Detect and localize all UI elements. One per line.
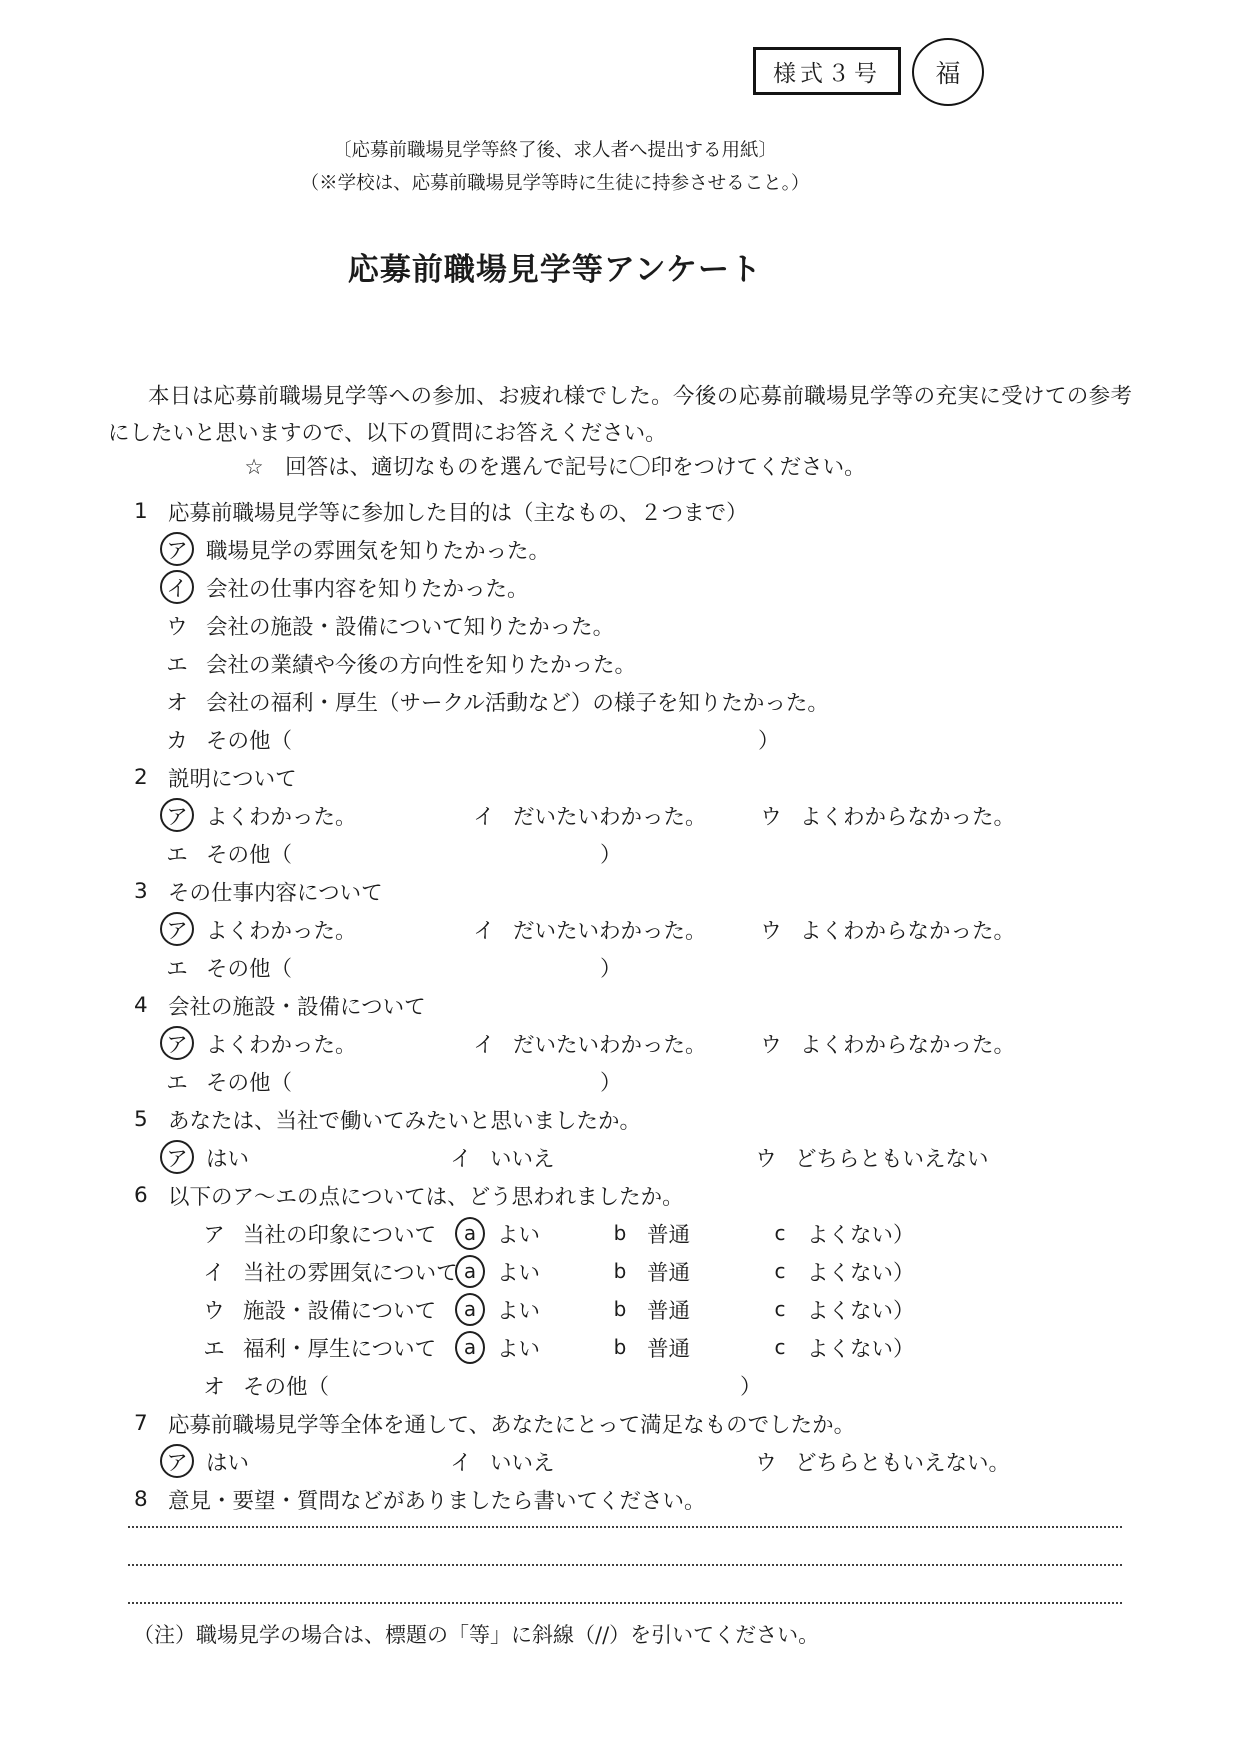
question-7-heading bbox=[134, 1404, 1241, 1442]
option-row-other bbox=[197, 1366, 1241, 1404]
option-text: その他（ bbox=[206, 1070, 293, 1096]
choice-letter: a bbox=[455, 1217, 485, 1250]
question-text: 意見・要望・質問などがありましたら書いてください。 bbox=[168, 1488, 706, 1514]
rating-choice-b bbox=[605, 1255, 765, 1288]
rating-label: 当社の雰囲気について bbox=[243, 1260, 458, 1286]
rating-letter: ア bbox=[203, 1222, 225, 1248]
choice-letter: ウ bbox=[755, 1146, 777, 1172]
question-text: その仕事内容について bbox=[168, 880, 383, 906]
rating-choice-a bbox=[455, 1217, 605, 1250]
question-6-heading bbox=[134, 1176, 1241, 1214]
option-letter: ウ bbox=[166, 614, 188, 640]
option-text: その他（ bbox=[206, 956, 293, 982]
choice bbox=[467, 1026, 754, 1060]
choice bbox=[160, 1026, 467, 1060]
question-text: 以下のア〜エの点については、どう思われましたか。 bbox=[168, 1184, 684, 1210]
choice-text: よくわからなかった。 bbox=[800, 1032, 1016, 1058]
choice-row bbox=[160, 1138, 1241, 1176]
option-row bbox=[160, 644, 1241, 682]
freeform-answer-line bbox=[128, 1528, 1122, 1566]
choice-letter: ア bbox=[160, 798, 194, 832]
option-row bbox=[160, 682, 1241, 720]
question-number: 2 bbox=[134, 764, 148, 790]
rating-choice-a bbox=[455, 1293, 605, 1326]
choice-text: よくわかった。 bbox=[206, 804, 357, 830]
choice-text: 普通 bbox=[647, 1260, 691, 1286]
rating-letter: イ bbox=[203, 1260, 225, 1286]
choice-letter: ウ bbox=[760, 1032, 782, 1058]
question-text: 説明について bbox=[168, 766, 297, 792]
rating-row bbox=[197, 1328, 1241, 1366]
rating-label: 施設・設備について bbox=[243, 1298, 437, 1324]
option-row-other bbox=[160, 834, 1241, 872]
choice bbox=[444, 1140, 749, 1174]
question-3-heading bbox=[134, 872, 1241, 910]
question-7 bbox=[0, 1404, 1241, 1480]
choice bbox=[160, 1444, 444, 1478]
option-letter: ア bbox=[160, 532, 194, 566]
question-number: 3 bbox=[134, 878, 148, 904]
rating-choice-a bbox=[455, 1331, 605, 1364]
rating-row bbox=[197, 1214, 1241, 1252]
submit-note: 〔応募前職場見学等終了後、求人者へ提出する用紙〕 bbox=[332, 140, 777, 161]
choice-text: だいたいわかった。 bbox=[513, 804, 707, 830]
choice-letter: イ bbox=[450, 1450, 472, 1476]
option-letter: カ bbox=[166, 728, 188, 754]
option-row-other bbox=[160, 948, 1241, 986]
question-text: 会社の施設・設備について bbox=[168, 994, 426, 1020]
choice-text: よくない） bbox=[807, 1336, 915, 1362]
choice bbox=[754, 1026, 1015, 1060]
choice-letter: ア bbox=[160, 1026, 194, 1060]
question-number: 1 bbox=[134, 498, 148, 524]
option-row-other bbox=[160, 1062, 1241, 1100]
choice-text: よくわかった。 bbox=[206, 918, 357, 944]
choice-letter: ウ bbox=[755, 1450, 777, 1476]
close-paren: ） bbox=[758, 728, 780, 754]
question-2-heading bbox=[134, 758, 1241, 796]
question-6 bbox=[0, 1176, 1241, 1404]
choice-letter: c bbox=[774, 1335, 786, 1359]
option-letter: エ bbox=[166, 1070, 188, 1096]
question-3 bbox=[0, 872, 1241, 986]
choice-text: はい bbox=[206, 1450, 250, 1476]
option-letter: エ bbox=[166, 956, 188, 982]
choice-text: どちらともいえない。 bbox=[795, 1450, 1011, 1476]
choice-letter: b bbox=[613, 1221, 627, 1245]
choice bbox=[754, 798, 1015, 832]
option-text: その他（ bbox=[206, 842, 293, 868]
option-text: その他（ bbox=[243, 1374, 330, 1400]
question-4-heading bbox=[134, 986, 1241, 1024]
question-5-heading bbox=[134, 1100, 1241, 1138]
rating-choice-c bbox=[765, 1331, 915, 1364]
question-number: 6 bbox=[134, 1182, 148, 1208]
question-4 bbox=[0, 986, 1241, 1100]
choice-letter: ア bbox=[160, 912, 194, 946]
question-number: 5 bbox=[134, 1106, 148, 1132]
choice-text: よい bbox=[497, 1298, 541, 1324]
choice-text: 普通 bbox=[647, 1336, 691, 1362]
choice-letter: c bbox=[774, 1259, 786, 1283]
choice-letter: a bbox=[455, 1331, 485, 1364]
choice-text: よくない） bbox=[807, 1222, 915, 1248]
question-number: 8 bbox=[134, 1486, 148, 1512]
choice bbox=[160, 912, 467, 946]
rating-choice-b bbox=[605, 1293, 765, 1326]
choice-letter: b bbox=[613, 1297, 627, 1321]
option-text: 会社の福利・厚生（サークル活動など）の様子を知りたかった。 bbox=[206, 690, 829, 716]
freeform-answer-line bbox=[128, 1566, 1122, 1604]
question-1 bbox=[0, 492, 1241, 758]
choice-text: よくわかった。 bbox=[206, 1032, 357, 1058]
choice-letter: a bbox=[455, 1255, 485, 1288]
close-paren: ） bbox=[740, 1374, 762, 1400]
rating-choice-c bbox=[765, 1255, 915, 1288]
choice-letter: イ bbox=[473, 1032, 495, 1058]
rating-row bbox=[197, 1290, 1241, 1328]
school-note: （※学校は、応募前職場見学等時に生徒に持参させること。） bbox=[300, 173, 810, 194]
option-text: 会社の施設・設備について知りたかった。 bbox=[206, 614, 615, 640]
rating-choice-b bbox=[605, 1331, 765, 1364]
question-5 bbox=[0, 1100, 1241, 1176]
choice-text: 普通 bbox=[647, 1222, 691, 1248]
rating-row bbox=[197, 1252, 1241, 1290]
rating-letter: エ bbox=[203, 1336, 225, 1362]
question-number: 4 bbox=[134, 992, 148, 1018]
choice-letter: イ bbox=[450, 1146, 472, 1172]
choice-text: よくわからなかった。 bbox=[800, 918, 1016, 944]
choice-text: いいえ bbox=[490, 1146, 555, 1172]
choice bbox=[749, 1444, 1010, 1478]
option-row bbox=[160, 530, 1241, 568]
choice-letter: c bbox=[774, 1221, 786, 1245]
close-paren: ） bbox=[600, 1070, 622, 1096]
option-letter: エ bbox=[166, 652, 188, 678]
question-2 bbox=[0, 758, 1241, 872]
choice bbox=[160, 1140, 444, 1174]
intro-paragraph: 本日は応募前職場見学等への参加、お疲れ様でした。今後の応募前職場見学等の充実に受けての参考にしたいと思いますので、以下の質問にお答えください。 bbox=[108, 384, 1132, 446]
rating-label: 当社の印象について bbox=[243, 1222, 437, 1248]
choice-text: だいたいわかった。 bbox=[513, 918, 707, 944]
choice bbox=[444, 1444, 749, 1478]
choice-row bbox=[160, 1024, 1241, 1062]
question-1-heading bbox=[134, 492, 1241, 530]
choice-text: いいえ bbox=[490, 1450, 555, 1476]
choice bbox=[467, 912, 754, 946]
question-text: 応募前職場見学等に参加した目的は（主なもの、２つまで） bbox=[168, 500, 748, 526]
choice-letter: ア bbox=[160, 1140, 194, 1174]
form-code-label: 様式３号 bbox=[773, 60, 881, 87]
option-row bbox=[160, 568, 1241, 606]
option-row-other bbox=[160, 720, 1241, 758]
choice-text: よくわからなかった。 bbox=[800, 804, 1016, 830]
rating-choice-b bbox=[605, 1217, 765, 1250]
choice-text: よくない） bbox=[807, 1260, 915, 1286]
choice-text: よい bbox=[497, 1222, 541, 1248]
option-row bbox=[160, 606, 1241, 644]
choice-letter: b bbox=[613, 1335, 627, 1359]
close-paren: ） bbox=[600, 956, 622, 982]
option-text: 職場見学の雰囲気を知りたかった。 bbox=[206, 538, 551, 564]
choice-letter: イ bbox=[473, 918, 495, 944]
choice-text: だいたいわかった。 bbox=[513, 1032, 707, 1058]
option-text: 会社の仕事内容を知りたかった。 bbox=[206, 576, 529, 602]
option-letter: オ bbox=[203, 1374, 225, 1400]
choice-letter: ウ bbox=[760, 918, 782, 944]
option-letter: オ bbox=[166, 690, 188, 716]
question-number: 7 bbox=[134, 1410, 148, 1436]
choice-row bbox=[160, 796, 1241, 834]
choice-letter: ウ bbox=[760, 804, 782, 830]
choice-text: どちらともいえない bbox=[795, 1146, 989, 1172]
choice-letter: a bbox=[455, 1293, 485, 1326]
option-text: その他（ bbox=[206, 728, 293, 754]
rating-label: 福利・厚生について bbox=[243, 1336, 437, 1362]
question-text: あなたは、当社で働いてみたいと思いましたか。 bbox=[168, 1108, 642, 1134]
answer-instruction: ☆ 回答は、適切なものを選んで記号に〇印をつけてください。 bbox=[244, 455, 866, 480]
choice bbox=[467, 798, 754, 832]
choice-text: よい bbox=[497, 1260, 541, 1286]
question-text: 応募前職場見学等全体を通して、あなたにとって満足なものでしたか。 bbox=[168, 1412, 856, 1438]
rating-letter: ウ bbox=[203, 1298, 225, 1324]
close-paren: ） bbox=[600, 842, 622, 868]
choice-text: よくない） bbox=[807, 1298, 915, 1324]
choice-letter: c bbox=[774, 1297, 786, 1321]
stamp-label: 福 bbox=[935, 59, 961, 88]
form-title: 応募前職場見学等アンケート bbox=[347, 252, 763, 288]
option-text: 会社の業績や今後の方向性を知りたかった。 bbox=[206, 652, 637, 678]
choice-text: はい bbox=[206, 1146, 250, 1172]
rating-choice-c bbox=[765, 1217, 915, 1250]
choice-letter: イ bbox=[473, 804, 495, 830]
choice bbox=[160, 798, 467, 832]
choice-text: 普通 bbox=[647, 1298, 691, 1324]
option-letter: イ bbox=[160, 570, 194, 604]
rating-choice-a bbox=[455, 1255, 605, 1288]
option-letter: エ bbox=[166, 842, 188, 868]
choice-letter: b bbox=[613, 1259, 627, 1283]
footnote: （注）職場見学の場合は、標題の「等」に斜線（//）を引いてください。 bbox=[133, 1623, 820, 1647]
rating-choice-c bbox=[765, 1293, 915, 1326]
choice bbox=[749, 1140, 989, 1174]
choice-text: よい bbox=[497, 1336, 541, 1362]
choice-letter: ア bbox=[160, 1444, 194, 1478]
choice bbox=[754, 912, 1015, 946]
choice-row bbox=[160, 1442, 1241, 1480]
choice-row bbox=[160, 910, 1241, 948]
